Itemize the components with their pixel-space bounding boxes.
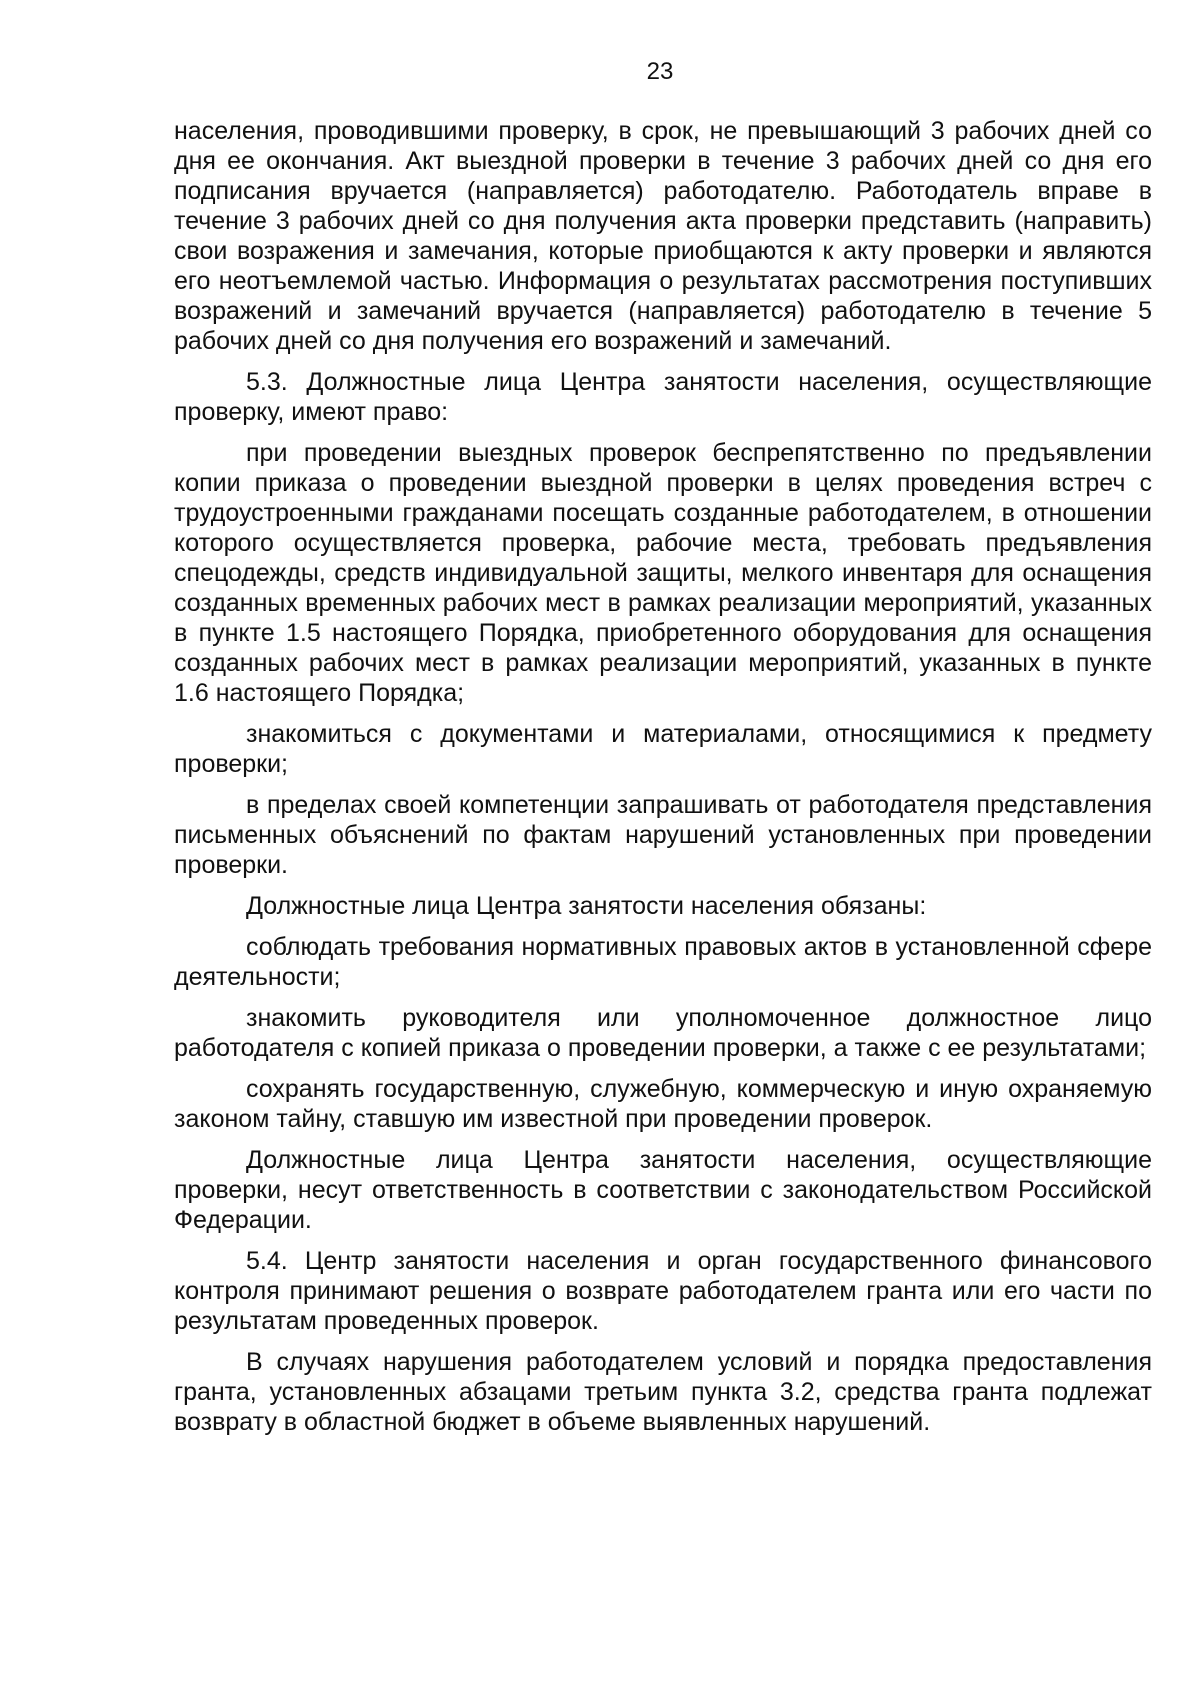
page-number: 23 xyxy=(646,58,674,85)
paragraph-right-explanations: в пределах своей компетенции запрашивать от работодателя представления письменных объяснений по фактам нарушений установленных при проведении проверки. xyxy=(174,791,1152,879)
paragraph-section-5-3: 5.3. Должностные лица Центра занятости населения, осуществляющие проверку, имеют право: xyxy=(174,368,1152,426)
paragraph-right-site-visits: при проведении выездных проверок беспрепятственно по предъявлении копии приказа о проведении выездной проверки в целях проведения встреч с трудоустроенными гражданами посещать созданные работодателем, в отношении которого осуществляется проверка, рабочие места, требовать предъявления спецодежды, средств индивидуальной защиты, мелкого инвентаря для оснащения созданных временных рабочих мест в рамках реализации мероприятий, указанных в пункте 1.5 настоящего Порядка, приобретенного оборудования для оснащения созданных рабочих мест в рамках реализации мероприятий, указанных в пункте 1.6 настоящего Порядка; xyxy=(174,439,1152,707)
paragraph-obligation-inform: знакомить руководителя или уполномоченное должностное лицо работодателя с копией приказа о проведении проверки, а также с ее результатами; xyxy=(174,1004,1152,1062)
paragraph-grant-refund: В случаях нарушения работодателем условий и порядка предоставления гранта, установленных абзацами третьим пункта 3.2, средства гранта подлежат возврату в областной бюджет в объеме выявленных нарушений. xyxy=(174,1348,1152,1436)
paragraph-obligation-compliance: соблюдать требования нормативных правовых актов в установленной сфере деятельности; xyxy=(174,933,1152,991)
document-body xyxy=(174,116,1152,1448)
paragraph-section-5-4: 5.4. Центр занятости населения и орган государственного финансового контроля принимают решения о возврате работодателем гранта или его части по результатам проведенных проверок. xyxy=(174,1247,1152,1335)
paragraph-right-documents: знакомиться с документами и материалами, относящимися к предмету проверки; xyxy=(174,720,1152,778)
paragraph-obligation-secrecy: сохранять государственную, служебную, коммерческую и иную охраняемую законом тайну, ставшую им известной при проведении проверок. xyxy=(174,1075,1152,1133)
paragraph-continuation: населения, проводившими проверку, в срок, не превышающий 3 рабочих дней со дня ее окончания. Акт выездной проверки в течение 3 рабочих дней со дня его подписания вручается (направляется) работодателю. Работодатель вправе в течение 3 рабочих дней со дня получения акта проверки представить (направить) свои возражения и замечания, которые приобщаются к акту проверки и являются его неотъемлемой частью. Информация о результатах рассмотрения поступивших возражений и замечаний вручается (направляется) работодателю в течение 5 рабочих дней со дня получения его возражений и замечаний. xyxy=(174,117,1152,355)
paragraph-obligations-heading: Должностные лица Центра занятости населения обязаны: xyxy=(246,892,927,920)
paragraph-responsibility: Должностные лица Центра занятости населения, осуществляющие проверки, несут ответственность в соответствии с законодательством Российской Федерации. xyxy=(174,1146,1152,1234)
